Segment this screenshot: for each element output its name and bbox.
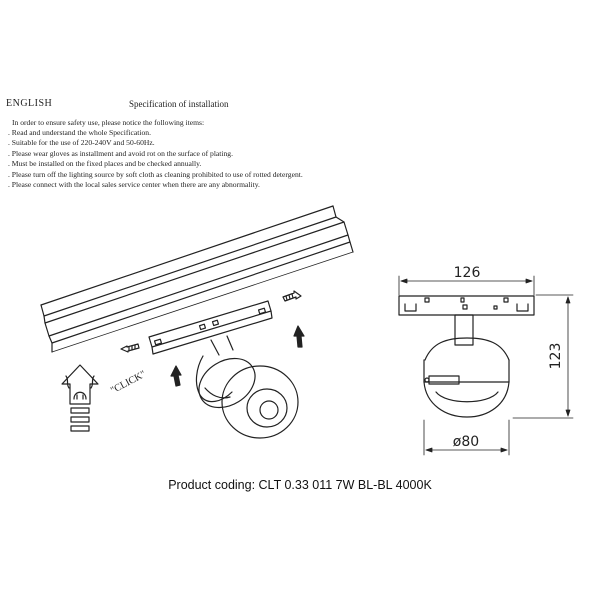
height-dimension: 123	[548, 342, 564, 370]
side-view-fixture	[399, 296, 534, 417]
push-arrow-left	[171, 366, 181, 386]
push-arrow-right	[294, 326, 304, 347]
instruction-item: . Please connect with the local sales service center when there are any abnormality.	[8, 180, 303, 190]
width-dimension: 126	[453, 265, 481, 281]
instruction-item: . Please wear gloves as installment and avoid rot on the surface of plating.	[8, 149, 303, 159]
insert-arrow-left	[121, 344, 139, 352]
diameter-dimension: ø80	[452, 434, 480, 450]
instruction-item: . Must be installed on the fixed places and be checked annually.	[8, 159, 303, 169]
dimension-lines	[399, 276, 573, 455]
specification-title: Specification of installation	[129, 99, 229, 109]
instruction-item: . Please turn off the lighting source by soft cloth as cleaning prohibited to use of rotted detergent.	[8, 170, 303, 180]
language-heading: ENGLISH	[6, 98, 53, 109]
track-rail	[41, 206, 353, 352]
instruction-item: . Suitable for the use of 220-240V and 50-60Hz.	[8, 138, 303, 148]
instruction-item: . Read and understand the whole Specification.	[8, 128, 303, 138]
insert-arrow-right	[283, 291, 301, 301]
spotlight-head	[190, 336, 298, 438]
product-coding: Product coding: CLT 0.33 011 7W BL-BL 4000K	[168, 478, 432, 492]
magnet-click-icon	[62, 365, 98, 431]
track-connector	[149, 301, 272, 354]
click-label: "CLICK"	[108, 368, 148, 397]
safety-intro: In order to ensure safety use, please notice the following items:	[12, 118, 205, 127]
